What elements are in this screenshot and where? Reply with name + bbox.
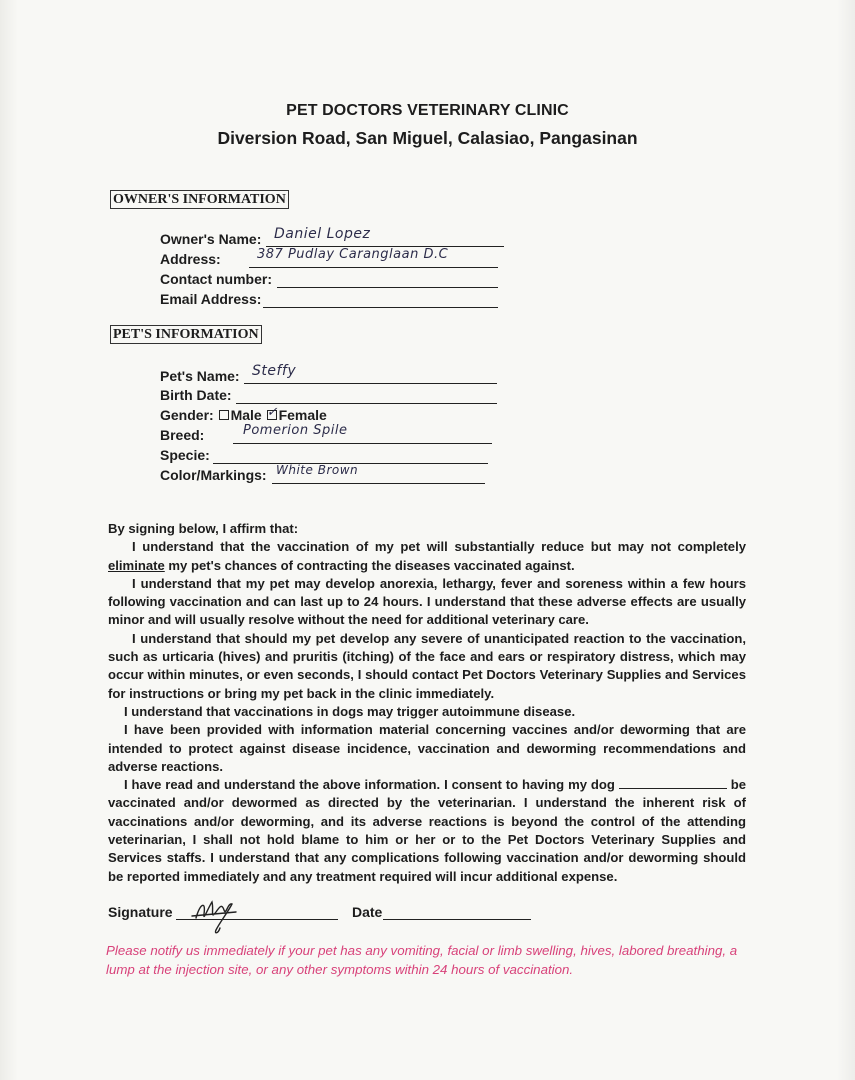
pet-section-heading: PET'S INFORMATION	[110, 325, 262, 344]
birth-date-field[interactable]	[236, 386, 497, 404]
owner-address-value: 387 Pudlay Caranglaan D.C	[257, 247, 449, 262]
owner-name-label: Owner's Name:	[160, 231, 262, 247]
affirmation-p6-rest: be vaccinated and/or dewormed as directed by the veterinarian. I understand the inherent risk of vaccinations and/or deworming, and its adverse reactions is beyond the control of the attending veterinarian, I shall not hold blame to him or her or to the Pet Doctors Veterinary Supplies and Services staffs. I understand that any complications following vaccination and/or deworming should be reported immediately and any treatment required will incur additional expense.	[108, 777, 746, 884]
clinic-name: PET DOCTORS VETERINARY CLINIC	[286, 102, 569, 119]
affirmation-paragraph-1	[108, 538, 746, 575]
pet-name-label: Pet's Name:	[160, 368, 240, 384]
affirmation-body	[108, 520, 746, 886]
gender-female-label: Female	[278, 407, 327, 423]
male-checkbox[interactable]	[219, 410, 229, 420]
vaccination-notice: Please notify us immediately if your pet has any vomiting, facial or limb swelling, hives, labored breathing, a lump at the injection site, or any other symptoms within 24 hours of vaccination.	[106, 943, 738, 977]
signature-label: Signature	[108, 904, 173, 920]
affirmation-paragraph-5: I have been provided with information material concerning vaccines and/or deworming that are intended to protect against disease incidence, vaccination and deworming recommendations and adverse reactions.	[108, 722, 746, 774]
contact-number-label: Contact number:	[160, 271, 272, 287]
specie-field[interactable]	[213, 446, 488, 464]
gender-row	[160, 406, 327, 424]
affirmation-p1-lead: I understand that the vaccination of my pet will substantially reduce but may not completely	[132, 539, 746, 555]
affirmation-p1-underlined: eliminate	[108, 557, 165, 573]
color-markings-label: Color/Markings:	[160, 467, 267, 483]
signature-scribble	[188, 894, 248, 936]
email-address-label: Email Address:	[160, 291, 262, 307]
breed-value: Pomerion Spile	[243, 423, 348, 438]
breed-label: Breed:	[160, 427, 205, 443]
affirmation-paragraph-6	[108, 776, 746, 886]
email-address-field[interactable]	[263, 290, 498, 308]
dog-name-blank[interactable]	[619, 776, 727, 789]
date-field[interactable]	[383, 903, 531, 920]
affirmation-p6-lead: I have read and understand the above information. I consent to having my dog	[124, 777, 615, 793]
contact-number-field[interactable]	[277, 270, 498, 288]
owner-address-label: Address:	[160, 251, 221, 267]
affirmation-intro: By signing below, I affirm that:	[108, 521, 299, 536]
color-markings-value: White Brown	[276, 463, 359, 477]
owner-section-heading: OWNER'S INFORMATION	[110, 190, 289, 209]
affirmation-paragraph-4: I understand that vaccinations in dogs may trigger autoimmune disease.	[124, 703, 576, 719]
affirmation-paragraph-3: I understand that should my pet develop any severe of unanticipated reaction to the vaccination, such as urticaria (hives) and pruritis (itching) of the face and ears or respiratory distress, which may occur within minutes, or even seconds, I should contact Pet Doctors Veterinary Supplies and Services for instructions or bring my pet back in the clinic immediately.	[108, 630, 746, 701]
gender-male-label: Male	[230, 407, 262, 423]
gender-label: Gender:	[160, 407, 214, 423]
affirmation-p1-rest: my pet's chances of contracting the diseases vaccinated against.	[164, 557, 575, 573]
female-checkbox[interactable]	[266, 404, 278, 420]
checkmark-icon: ✓	[266, 404, 278, 419]
pet-name-value: Steffy	[252, 363, 297, 379]
affirmation-paragraph-2: I understand that my pet may develop anorexia, lethargy, fever and soreness within a few hours following vaccination and can last up to 24 hours. I understand that these adverse effects are usually minor and will usually resolve without the need for additional veterinary care.	[108, 575, 746, 628]
date-label: Date	[352, 904, 383, 920]
specie-label: Specie:	[160, 447, 210, 463]
clinic-address: Diversion Road, San Miguel, Calasiao, Pangasinan	[217, 128, 638, 148]
owner-name-value: Daniel Lopez	[274, 226, 371, 242]
birth-date-label: Birth Date:	[160, 387, 232, 403]
